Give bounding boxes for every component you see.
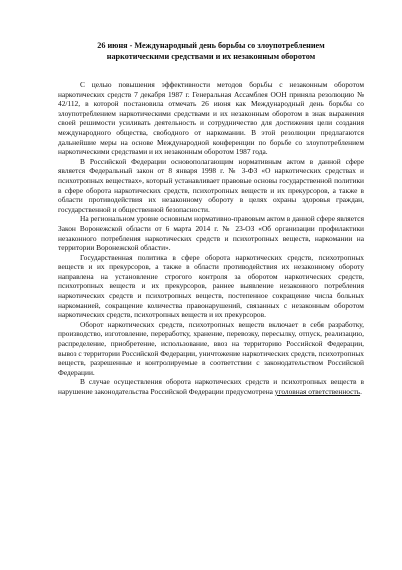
paragraph-liability xyxy=(58,377,364,396)
paragraph-state-policy: Государственная политика в сфере оборота наркотических средств, психотропных веществ и их прекурсоров, а также в области противодействия их незаконному обороту направлена на установление строгого контроля за оборотом наркотических средств, психотропных веществ и их прекурсоров, раннее выявление незаконного потребления наркотических средств и психотропных веществ, постепенное сокращение числа больных наркоманией, сокращение количества правонарушений, связанных с незаконным оборотом наркотических средств, психотропных веществ и их прекурсоров. xyxy=(58,252,364,320)
title-line-2: наркотическими средствами и их незаконным оборотом xyxy=(106,52,316,61)
paragraph-turnover-definition: Оборот наркотических средств, психотропных веществ включает в себя разработку, производство, изготовление, переработку, хранение, перевозку, пересылку, отпуск, реализацию, распределение, приобретение, использование, ввоз на территорию Российской Федерации, вывоз с территории Российской Федерации, уничтожение наркотических средств, психотропных веществ, разрешенные и контролируемые в соответствии с законодательством Российской Федерации. xyxy=(58,319,364,377)
paragraph-federal-law: В Российской Федерации основополагающим нормативным актом в данной сфере является Федеральный закон от 8 января 1998 г. № 3-ФЗ «О наркотических средствах и психотропных веществах», который устанавливает правовые основы государственной политики в сфере оборота наркотических средств, психотропных веществ и их прекурсоров, а также в области противодействия их незаконному обороту в целях охраны здоровья граждан, государственной и общественной безопасности. xyxy=(58,156,364,214)
title-line-1: 26 июня - Международный день борьбы со злоупотреблением xyxy=(97,41,325,50)
criminal-liability-link: уголовная ответственность xyxy=(274,387,361,396)
paragraph-regional-law: На региональном уровне основным нормативно-правовым актом в данной сфере является Закон Воронежской области от 6 марта 2014 г. № 23-ОЗ «Об организации профилактики незаконного потребления наркотических средств и психотропных веществ, наркомании на территории Воронежской области». xyxy=(58,214,364,253)
paragraph-un-resolution: С целью повышения эффективности методов борьбы с незаконным оборотом наркотических средств 7 декабря 1987 г. Генеральная Ассамблея ООН приняла резолюцию № 42/112, в которой постановила отмечать 26 июня как Международный день борьбы со злоупотреблением наркотическими средствами и их незаконным оборотом в знак выражения своей решимости усиливать деятельность и сотрудничество для достижения цели создания международного общества, свободного от наркомании. В этой резолюции предлагаются дальнейшие меры на основе Международной конференции по борьбе со злоупотреблением наркотическими средствами и их незаконным оборотом 1987 года. xyxy=(58,80,364,157)
liability-period: . xyxy=(360,387,362,396)
document-title xyxy=(58,40,364,62)
liability-text: В случае осуществления оборота наркотических средств и психотропных веществ в нарушение законодательства Российской Федерации предусмотрена xyxy=(58,377,364,396)
